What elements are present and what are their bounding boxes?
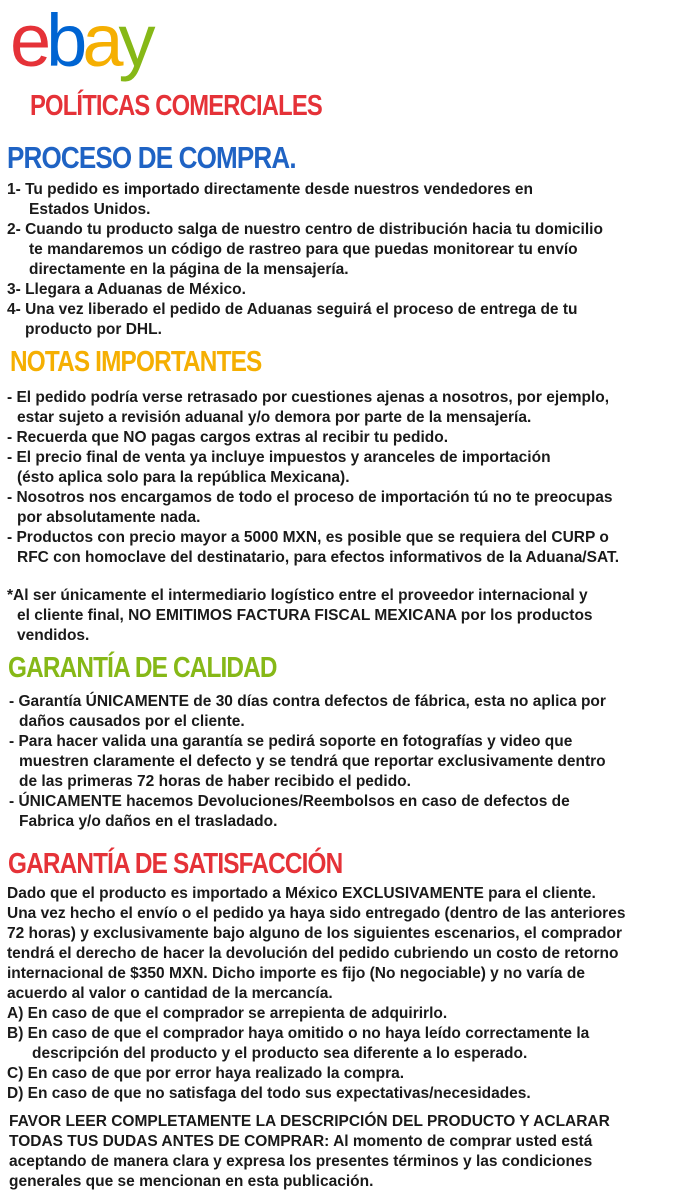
calidad-line: daños causados por el cliente.: [19, 713, 245, 730]
logo-letter-y: y: [118, 0, 151, 82]
proceso-line: producto por DHL.: [25, 321, 162, 338]
calidad-line: - Para hacer valida una garantía se pedirá soporte en fotografías y video que: [9, 733, 573, 750]
favor-line: aceptando de manera clara y expresa los presentes términos y las condiciones: [9, 1153, 593, 1170]
notas-line: - El precio final de venta ya incluye impuestos y aranceles de importación: [7, 449, 551, 466]
satisfaccion-line: C) En caso de que por error haya realizado la compra.: [7, 1065, 405, 1082]
proceso-line: te mandaremos un código de rastreo para que puedas monitorear tu envío: [29, 241, 578, 258]
notas-line: - Nosotros nos encargamos de todo el proceso de importación tú no te preocupas: [7, 489, 613, 506]
satisfaccion-line: tendrá el derecho de hacer la devolución del pedido cubriendo un costo de retorno: [7, 945, 619, 962]
notas-line: por absolutamente nada.: [17, 509, 201, 526]
satisfaccion-line: descripción del producto y el producto sea diferente a lo esperado.: [32, 1045, 528, 1062]
notas-line: - Recuerda que NO pagas cargos extras al recibir tu pedido.: [7, 429, 449, 446]
calidad-line: de las primeras 72 horas de haber recibido el pedido.: [19, 773, 411, 790]
proceso-line: Estados Unidos.: [29, 201, 151, 218]
title-garantia-satisfaccion: GARANTÍA DE SATISFACCIÓN: [8, 848, 343, 880]
aviso-line: vendidos.: [17, 627, 90, 644]
ebay-logo: [10, 0, 151, 82]
logo-letter-b: b: [46, 0, 83, 82]
title-proceso: PROCESO DE COMPRA.: [7, 140, 296, 175]
proceso-line: 4- Una vez liberado el pedido de Aduanas seguirá el proceso de entrega de tu: [7, 301, 578, 318]
satisfaccion-line: acuerdo al valor o cantidad de la mercancía.: [7, 985, 333, 1002]
notas-line: (ésto aplica solo para la república Mexicana).: [17, 469, 350, 486]
calidad-line: muestren claramente el defecto y se tendrá que reportar exclusivamente dentro: [19, 753, 606, 770]
satisfaccion-line: internacional de $350 MXN. Dicho importe es fijo (No negociable) y no varía de: [7, 965, 585, 982]
calidad-line: - ÚNICAMENTE hacemos Devoluciones/Reembolsos en caso de defectos de: [9, 793, 570, 810]
satisfaccion-line: Dado que el producto es importado a México EXCLUSIVAMENTE para el cliente.: [7, 885, 596, 902]
favor-line: FAVOR LEER COMPLETAMENTE LA DESCRIPCIÓN DEL PRODUCTO Y ACLARAR: [9, 1113, 610, 1130]
satisfaccion-line: Una vez hecho el envío o el pedido ya haya sido entregado (dentro de las anteriores: [7, 905, 626, 922]
favor-line: TODAS TUS DUDAS ANTES DE COMPRAR: Al momento de comprar usted está: [9, 1133, 593, 1150]
proceso-line: 3- Llegara a Aduanas de México.: [7, 281, 246, 298]
satisfaccion-line: A) En caso de que el comprador se arrepienta de adquirirlo.: [7, 1005, 448, 1022]
satisfaccion-line: B) En caso de que el comprador haya omitido o no haya leído correctamente la: [7, 1025, 590, 1042]
logo-letter-e: e: [10, 0, 47, 82]
aviso-line: *Al ser únicamente el intermediario logístico entre el proveedor internacional y: [7, 587, 588, 604]
notas-line: - El pedido podría verse retrasado por cuestiones ajenas a nosotros, por ejemplo,: [7, 389, 610, 406]
aviso-line: el cliente final, NO EMITIMOS FACTURA FISCAL MEXICANA por los productos: [17, 607, 593, 624]
logo-letter-a: a: [82, 0, 119, 82]
proceso-line: 2- Cuando tu producto salga de nuestro centro de distribución hacia tu domicilio: [7, 221, 603, 238]
satisfaccion-line: D) En caso de que no satisfaga del todo sus expectativas/necesidades.: [7, 1085, 531, 1102]
satisfaccion-line: 72 horas) y exclusivamente bajo alguno de los siguientes escenarios, el comprador: [7, 925, 623, 942]
notas-line: RFC con homoclave del destinatario, para efectos informativos de la Aduana/SAT.: [17, 549, 620, 566]
proceso-line: directamente en la página de la mensajería.: [29, 261, 349, 278]
calidad-line: Fabrica y/o daños en el trasladado.: [19, 813, 278, 830]
title-garantia-calidad: GARANTÍA DE CALIDAD: [8, 652, 277, 684]
notas-line: - Productos con precio mayor a 5000 MXN, es posible que se requiera del CURP o: [7, 529, 609, 546]
title-politicas: POLÍTICAS COMERCIALES: [30, 90, 322, 122]
title-notas: NOTAS IMPORTANTES: [10, 346, 262, 378]
favor-line: generales que se mencionan en esta publicación.: [9, 1173, 374, 1190]
calidad-line: - Garantía ÚNICAMENTE de 30 días contra defectos de fábrica, esta no aplica por: [9, 693, 606, 710]
notas-line: estar sujeto a revisión aduanal y/o demora por parte de la mensajería.: [17, 409, 532, 426]
proceso-line: 1- Tu pedido es importado directamente desde nuestros vendedores en: [7, 181, 533, 198]
